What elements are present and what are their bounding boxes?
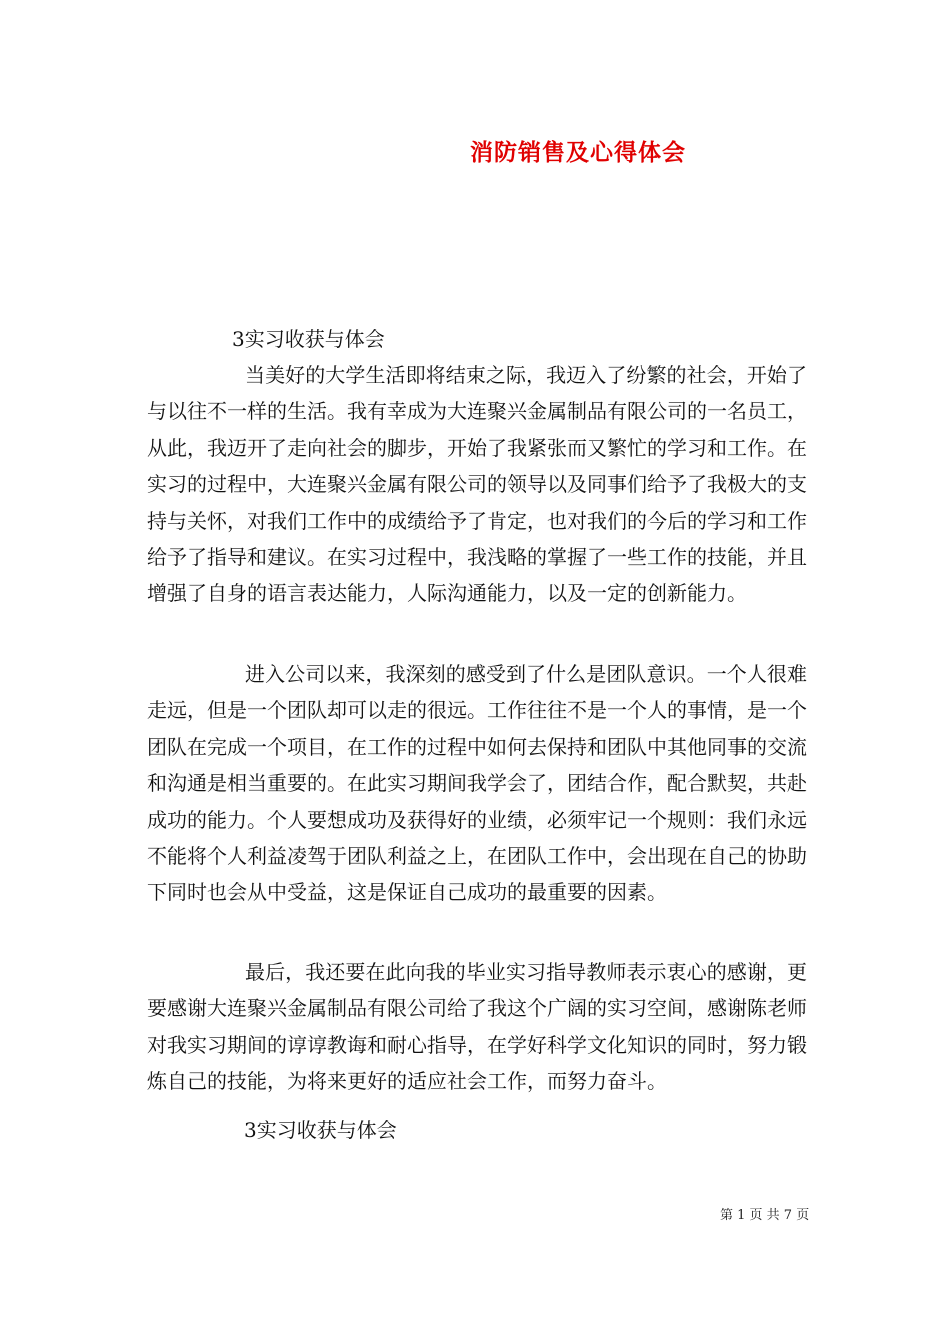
page-number: 第 1 页 共 7 页 [720, 1208, 810, 1223]
closing-heading: 3实习收获与体会 [244, 1118, 397, 1142]
paragraph-2: 进入公司以来，我深刻的感受到了什么是团队意识。一个人很难走远，但是一个团队却可以走的很远。工作往往不是一个人的事情，是一个团队在完成一个项目，在工作的过程中如何去保持和团队中其他同事的交流和沟通是相当重要的。在此实习期间我学会了，团结合作，配合默契，共赴成功的能力。个人要想成功及获得好的业绩，必须牢记一个规则：我们永远不能将个人利益凌驾于团队利益之上，在团队工作中，会出现在自己的协助下同时也会从中受益，这是保证自己成功的最重要的因素。 [147, 662, 807, 905]
paragraph-3: 最后，我还要在此向我的毕业实习指导教师表示衷心的感谢，更要感谢大连聚兴金属制品有限公司给了我这个广阔的实习空间，感谢陈老师对我实习期间的谆谆教诲和耐心指导，在学好科学文化知识的同时，努力锻炼自己的技能，为将来更好的适应社会工作，而努力奋斗。 [147, 960, 807, 1094]
section-heading: 3实习收获与体会 [232, 327, 385, 351]
paragraph-1: 当美好的大学生活即将结束之际，我迈入了纷繁的社会，开始了与以往不一样的生活。我有幸成为大连聚兴金属制品有限公司的一名员工，从此，我迈开了走向社会的脚步，开始了我紧张而又繁忙的学习和工作。在实习的过程中，大连聚兴金属有限公司的领导以及同事们给予了我极大的支持与关怀，对我们工作中的成绩给予了肯定，也对我们的今后的学习和工作给予了指导和建议。在实习过程中，我浅略的掌握了一些工作的技能，并且增强了自身的语言表达能力，人际沟通能力，以及一定的创新能力。 [147, 363, 807, 606]
document-title: 消防销售及心得体会 [470, 139, 686, 166]
